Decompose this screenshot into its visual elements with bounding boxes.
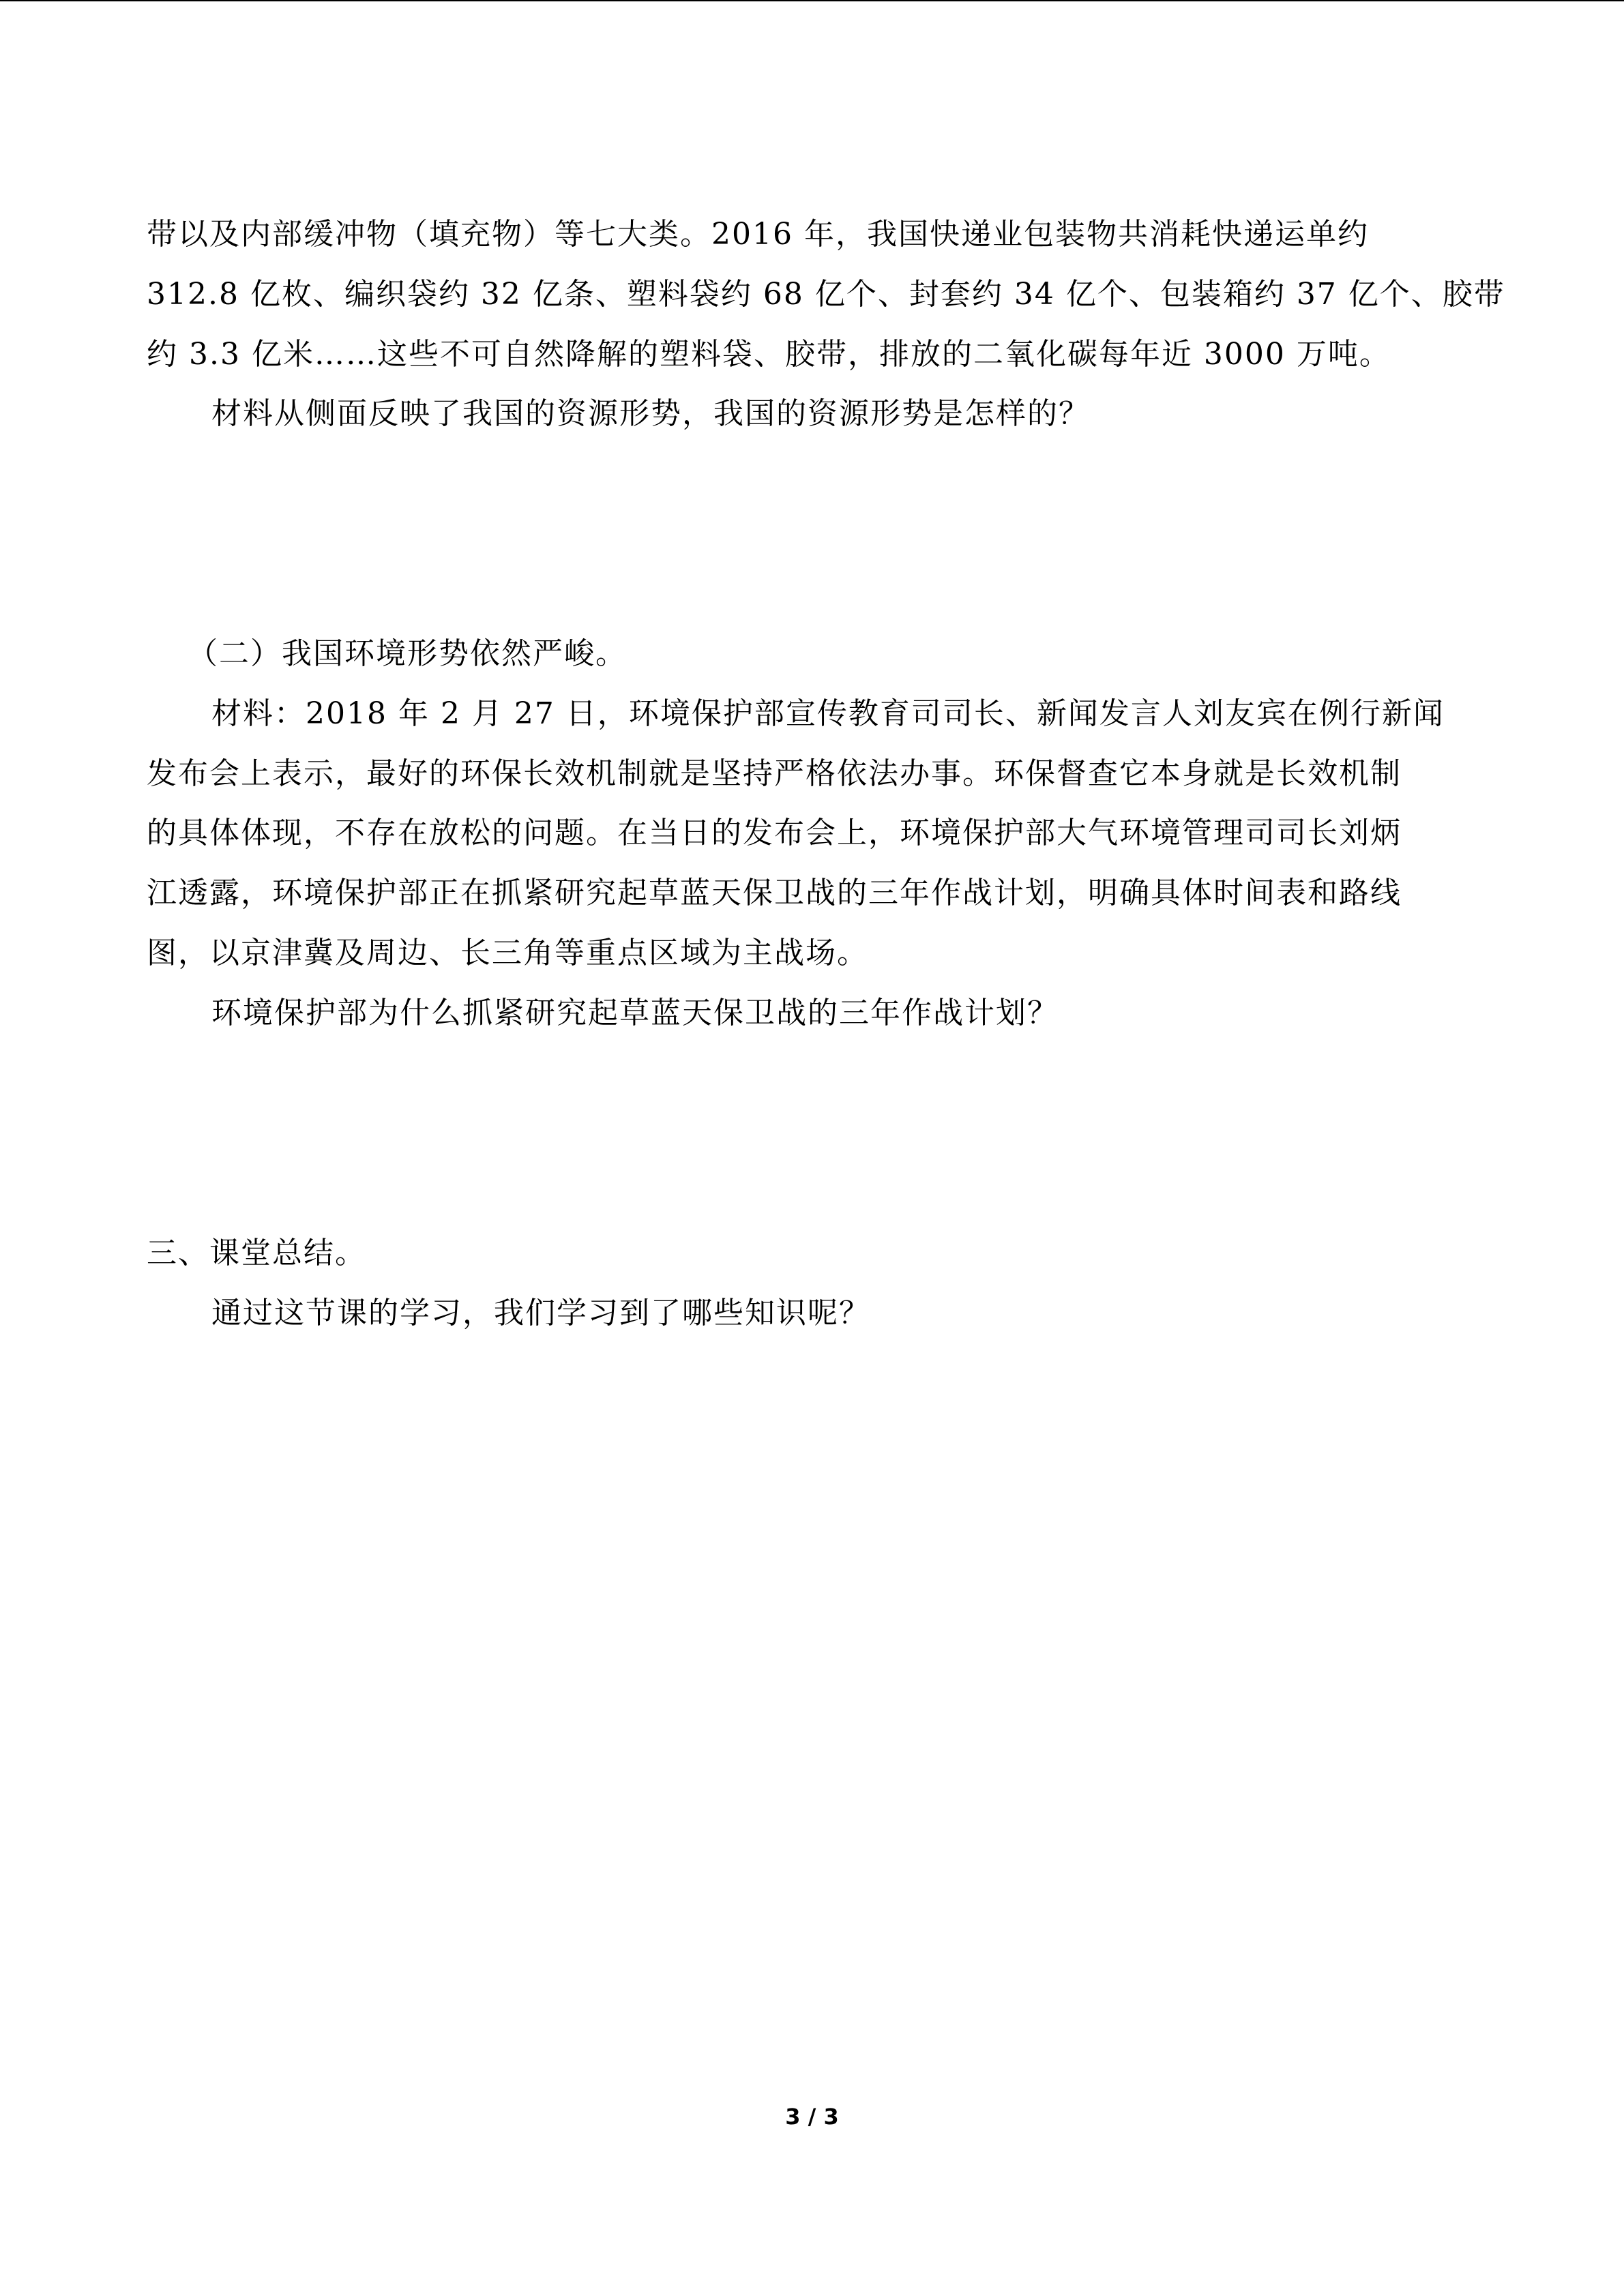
section-2-heading: （二）我国环境形势依然严峻。: [188, 636, 627, 671]
question-1: 材料从侧面反映了我国的资源形势，我国的资源形势是怎样的？: [211, 396, 1090, 431]
section-3-heading: 三、课堂总结。: [147, 1236, 366, 1270]
page-number: 3 / 3: [785, 2104, 839, 2130]
question-3: 通过这节课的学习，我们学习到了哪些知识呢？: [211, 1296, 870, 1330]
question-2: 环境保护部为什么抓紧研究起草蓝天保卫战的三年作战计划？: [211, 996, 1059, 1030]
paragraph-line: 江透露，环境保护部正在抓紧研究起草蓝天保卫战的三年作战计划，明确具体时间表和路线: [147, 876, 1402, 910]
paragraph-line: 312.8 亿枚、编织袋约 32 亿条、塑料袋约 68 亿个、封套约 34 亿个、包装箱约 37 亿个、胶带: [147, 277, 1505, 312]
paragraph-line: 带以及内部缓冲物（填充物）等七大类。2016 年，我国快递业包装物共消耗快递运单约: [147, 217, 1369, 252]
paragraph-line: 发布会上表示，最好的环保长效机制就是坚持严格依法办事。环保督查它本身就是长效机制: [147, 756, 1402, 791]
paragraph-line: 材料：2018 年 2 月 27 日，环境保护部宣传教育司司长、新闻发言人刘友宾在例行新闻: [211, 696, 1445, 731]
paragraph-line: 约 3.3 亿米……这些不可自然降解的塑料袋、胶带，排放的二氧化碳每年近 3000 万吨。: [147, 337, 1391, 372]
paragraph-line: 图，以京津冀及周边、长三角等重点区域为主战场。: [147, 936, 868, 970]
paragraph-line: 的具体体现，不存在放松的问题。在当日的发布会上，环境保护部大气环境管理司司长刘炳: [147, 816, 1402, 850]
